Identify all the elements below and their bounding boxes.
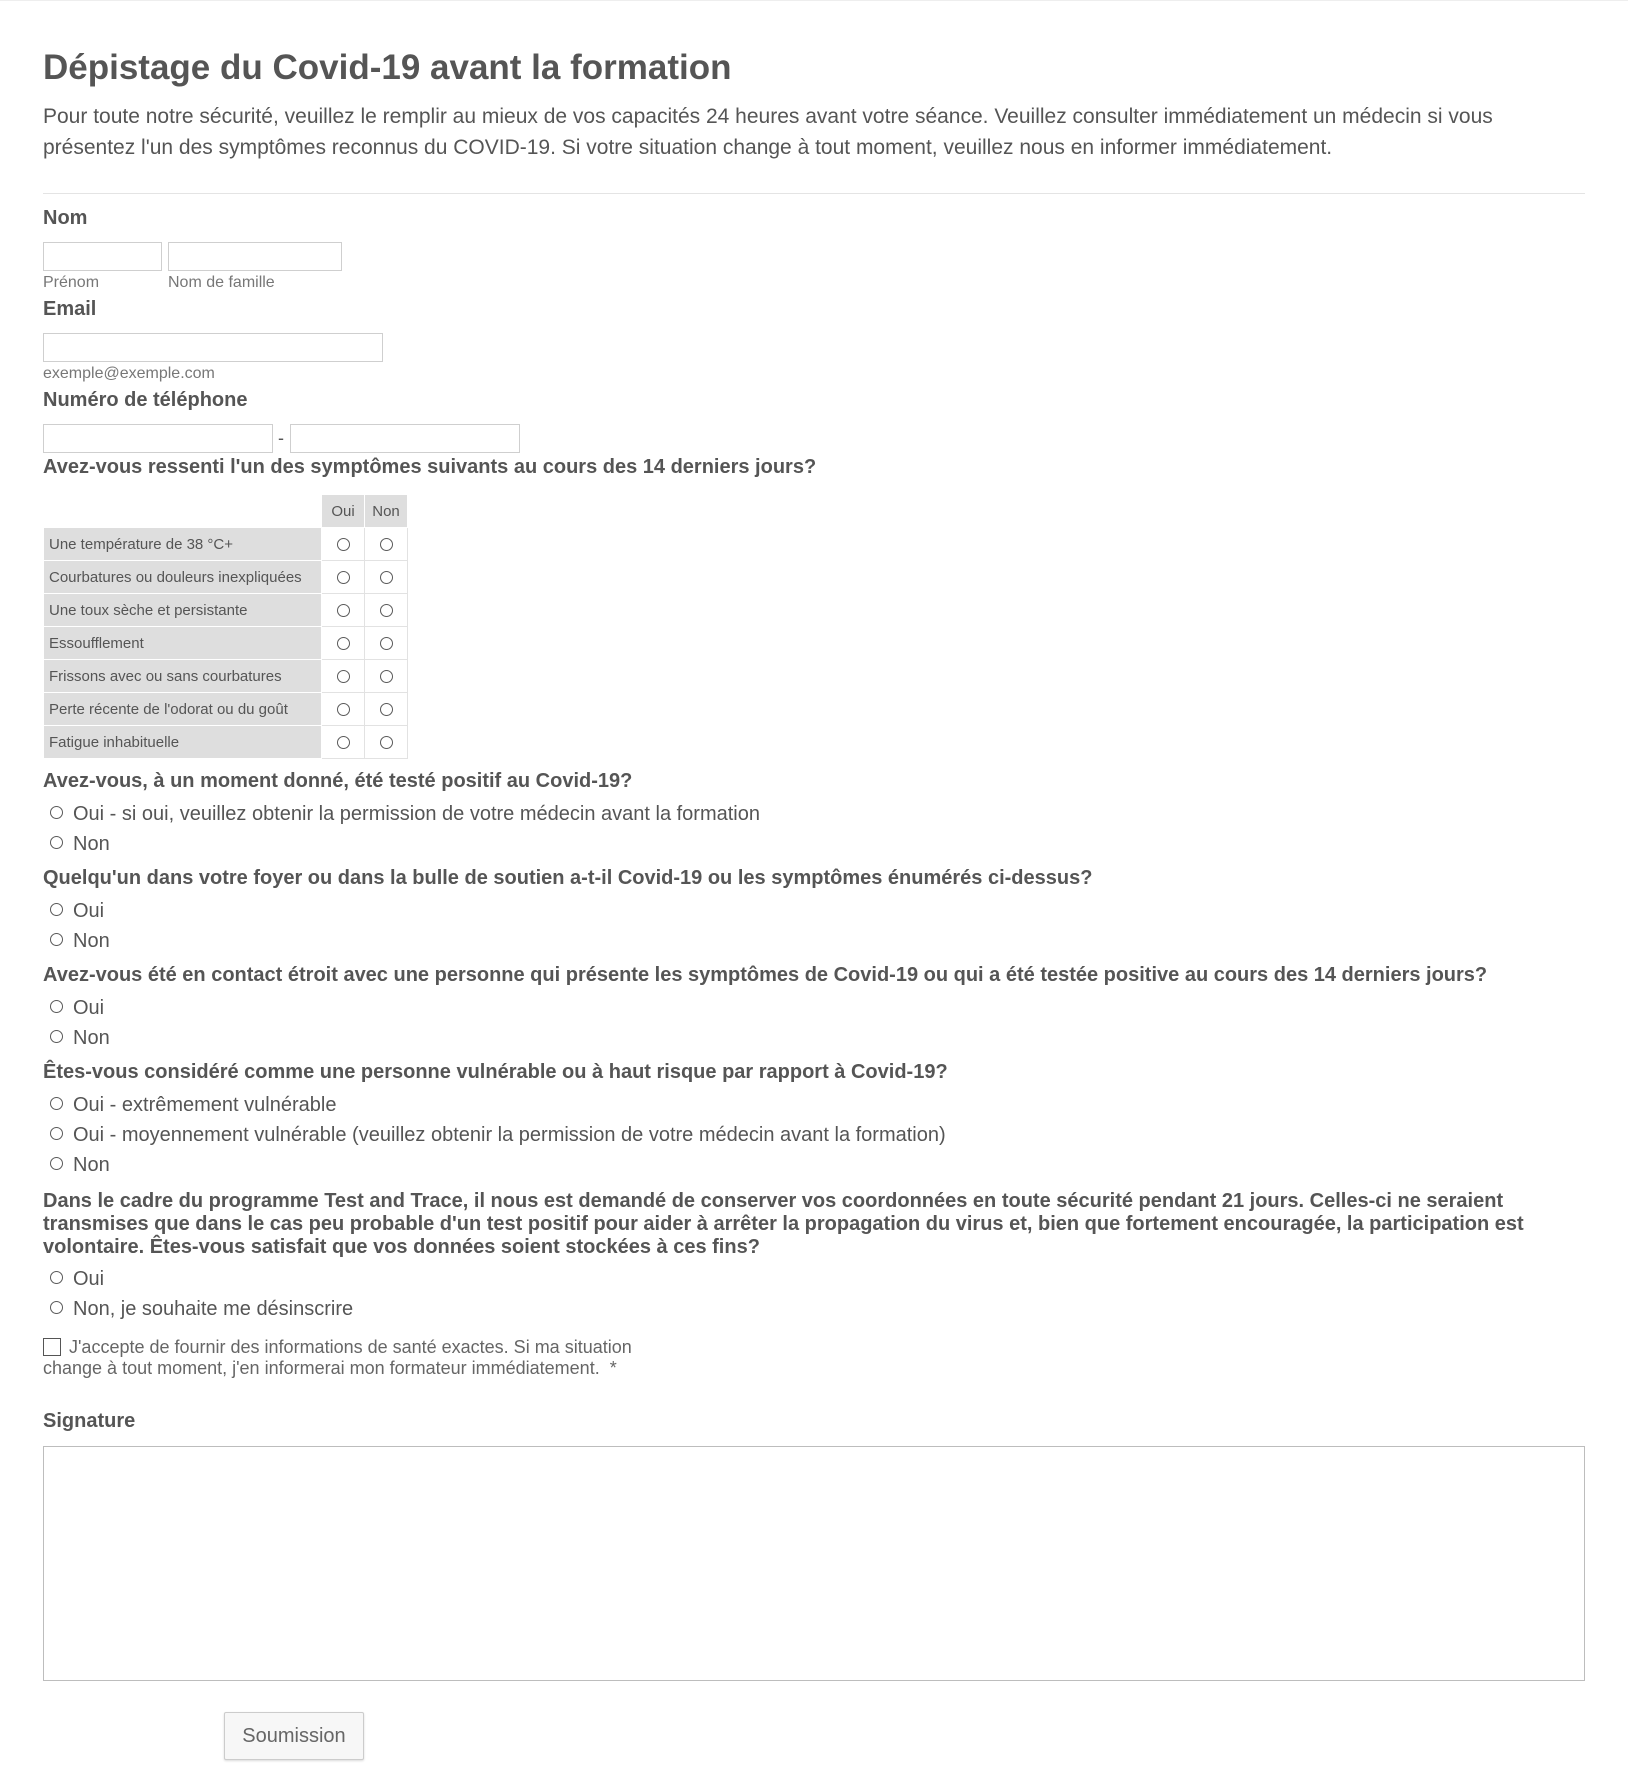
first-name-sublabel: Prénom [43,274,100,291]
matrix-cell-oui[interactable] [322,693,365,726]
tested-question: Avez-vous, à un moment donné, été testé positif au Covid-19? [43,770,633,792]
matrix-cell-non[interactable] [365,528,408,561]
vulnerable-question: Êtes-vous considéré comme une personne vulnérable ou à haut risque par rapport à Covid-19? [43,1061,948,1083]
email-label: Email [43,298,97,320]
matrix-row [44,627,408,660]
option-label: Non [73,833,110,855]
matrix-col-non: Non [365,495,408,528]
matrix-row-label: Une température de 38 °C+ [44,528,322,561]
matrix-cell-non[interactable] [365,660,408,693]
radio-icon[interactable] [50,1030,63,1043]
radio-icon[interactable] [380,604,393,617]
matrix-cell-non[interactable] [365,594,408,627]
matrix-cell-non[interactable] [365,693,408,726]
matrix-row [44,693,408,726]
matrix-row-label: Courbatures ou douleurs inexpliquées [44,561,322,594]
vulnerable-option-non[interactable] [50,1154,110,1177]
matrix-cell-oui[interactable] [322,726,365,759]
matrix-row-label: Une toux sèche et persistante [44,594,322,627]
matrix-row [44,594,408,627]
trace-question: Dans le cadre du programme Test and Trace, il nous est demandé de conserver vos coordonnées en toute sécurité pendant 21 jours. Celles-ci ne seraient transmises que dans le cas peu probable d'un test positif pour aider à arrêter la propagation du virus et, bien que fortement encouragée, la participation est volontaire. Êtes-vous satisfait que vos données soient stockées à ces fins? [43,1190,1524,1258]
option-label: Oui [73,997,105,1019]
radio-icon[interactable] [50,1127,63,1140]
signature-pad[interactable] [43,1446,1585,1681]
trace-option-non[interactable] [50,1298,353,1321]
trace-option-oui[interactable] [50,1268,104,1291]
household-option-oui[interactable] [50,900,104,923]
radio-icon[interactable] [380,703,393,716]
top-rule [0,0,1628,1]
symptoms-question: Avez-vous ressenti l'un des symptômes suivants au cours des 14 derniers jours? [43,456,817,478]
radio-icon[interactable] [50,1301,63,1314]
name-label: Nom [43,207,88,229]
option-label: Oui - moyennement vulnérable (veuillez obtenir la permission de votre médecin avant la formation) [73,1124,946,1146]
radio-icon[interactable] [337,571,350,584]
phone-label: Numéro de téléphone [43,389,248,411]
vulnerable-option-extreme[interactable] [50,1094,336,1117]
radio-icon[interactable] [337,736,350,749]
submit-button[interactable]: Soumission [224,1712,364,1760]
radio-icon[interactable] [380,736,393,749]
radio-icon[interactable] [50,806,63,819]
radio-icon[interactable] [337,670,350,683]
radio-icon[interactable] [50,1271,63,1284]
form-title: Dépistage du Covid-19 avant la formation [43,48,732,87]
matrix-cell-non[interactable] [365,561,408,594]
option-label: Non [73,1027,110,1049]
radio-icon[interactable] [380,637,393,650]
email-input[interactable] [43,333,383,362]
matrix-cell-oui[interactable] [322,594,365,627]
matrix-cell-non[interactable] [365,726,408,759]
consent-checkbox[interactable] [43,1338,61,1356]
contact-option-oui[interactable] [50,997,104,1020]
matrix-row [44,660,408,693]
radio-icon[interactable] [337,703,350,716]
matrix-cell-oui[interactable] [322,660,365,693]
radio-icon[interactable] [50,933,63,946]
radio-icon[interactable] [50,903,63,916]
option-label: Oui [73,1268,105,1290]
radio-icon[interactable] [50,836,63,849]
matrix-header-row [44,495,408,528]
option-label: Non [73,930,110,952]
phone-separator: - [278,428,284,448]
matrix-cell-oui[interactable] [322,627,365,660]
radio-icon[interactable] [50,1097,63,1110]
option-label: Oui [73,900,105,922]
matrix-row-label: Perte récente de l'odorat ou du goût [44,693,322,726]
matrix-cell-oui[interactable] [322,561,365,594]
email-sublabel: exemple@exemple.com [43,365,215,382]
radio-icon[interactable] [50,1157,63,1170]
last-name-sublabel: Nom de famille [168,274,275,291]
consent-row [43,1337,683,1379]
phone-area-input[interactable] [43,424,273,453]
radio-icon[interactable] [380,571,393,584]
phone-number-input[interactable] [290,424,520,453]
form-intro: Pour toute notre sécurité, veuillez le remplir au mieux de vos capacités 24 heures avant votre séance. Veuillez consulter immédiatement un médecin si vous présentez l'un des symptômes reconnus du COVID-19. Si votre situation change à tout moment, veuillez nous en informer immédiatement. [43,105,1493,159]
household-option-non[interactable] [50,930,110,953]
tested-option-non[interactable] [50,833,110,856]
radio-icon[interactable] [337,604,350,617]
tested-option-oui[interactable] [50,803,760,826]
consent-text: J'accepte de fournir des informations de santé exactes. Si ma situation change à tout moment, j'en informerai mon formateur immédiatement. [43,1337,632,1378]
radio-icon[interactable] [380,538,393,551]
symptoms-matrix [43,494,408,759]
contact-question: Avez-vous été en contact étroit avec une personne qui présente les symptômes de Covid-19 ou qui a été testée positive au cours des 14 derniers jours? [43,964,1488,986]
matrix-col-oui: Oui [322,495,365,528]
matrix-row [44,528,408,561]
matrix-row-label: Fatigue inhabituelle [44,726,322,759]
signature-label: Signature [43,1410,136,1432]
radio-icon[interactable] [337,637,350,650]
option-label: Oui - si oui, veuillez obtenir la permission de votre médecin avant la formation [73,803,760,825]
matrix-row [44,561,408,594]
radio-icon[interactable] [50,1000,63,1013]
matrix-row-label: Frissons avec ou sans courbatures [44,660,322,693]
option-label: Non, je souhaite me désinscrire [73,1298,354,1320]
radio-icon[interactable] [337,538,350,551]
first-name-input[interactable] [43,242,162,271]
vulnerable-option-moderate[interactable] [50,1124,946,1147]
option-label: Oui - extrêmement vulnérable [73,1094,337,1116]
household-question: Quelqu'un dans votre foyer ou dans la bulle de soutien a-t-il Covid-19 ou les symptômes énumérés ci-dessus? [43,867,1093,889]
matrix-cell-oui[interactable] [322,528,365,561]
matrix-row-label: Essoufflement [44,627,322,660]
radio-icon[interactable] [380,670,393,683]
contact-option-non[interactable] [50,1027,110,1050]
matrix-cell-non[interactable] [365,627,408,660]
last-name-input[interactable] [168,242,342,271]
header-divider [43,193,1585,194]
option-label: Non [73,1154,110,1176]
matrix-corner [44,495,322,528]
matrix-row [44,726,408,759]
required-mark: * [609,1358,617,1378]
